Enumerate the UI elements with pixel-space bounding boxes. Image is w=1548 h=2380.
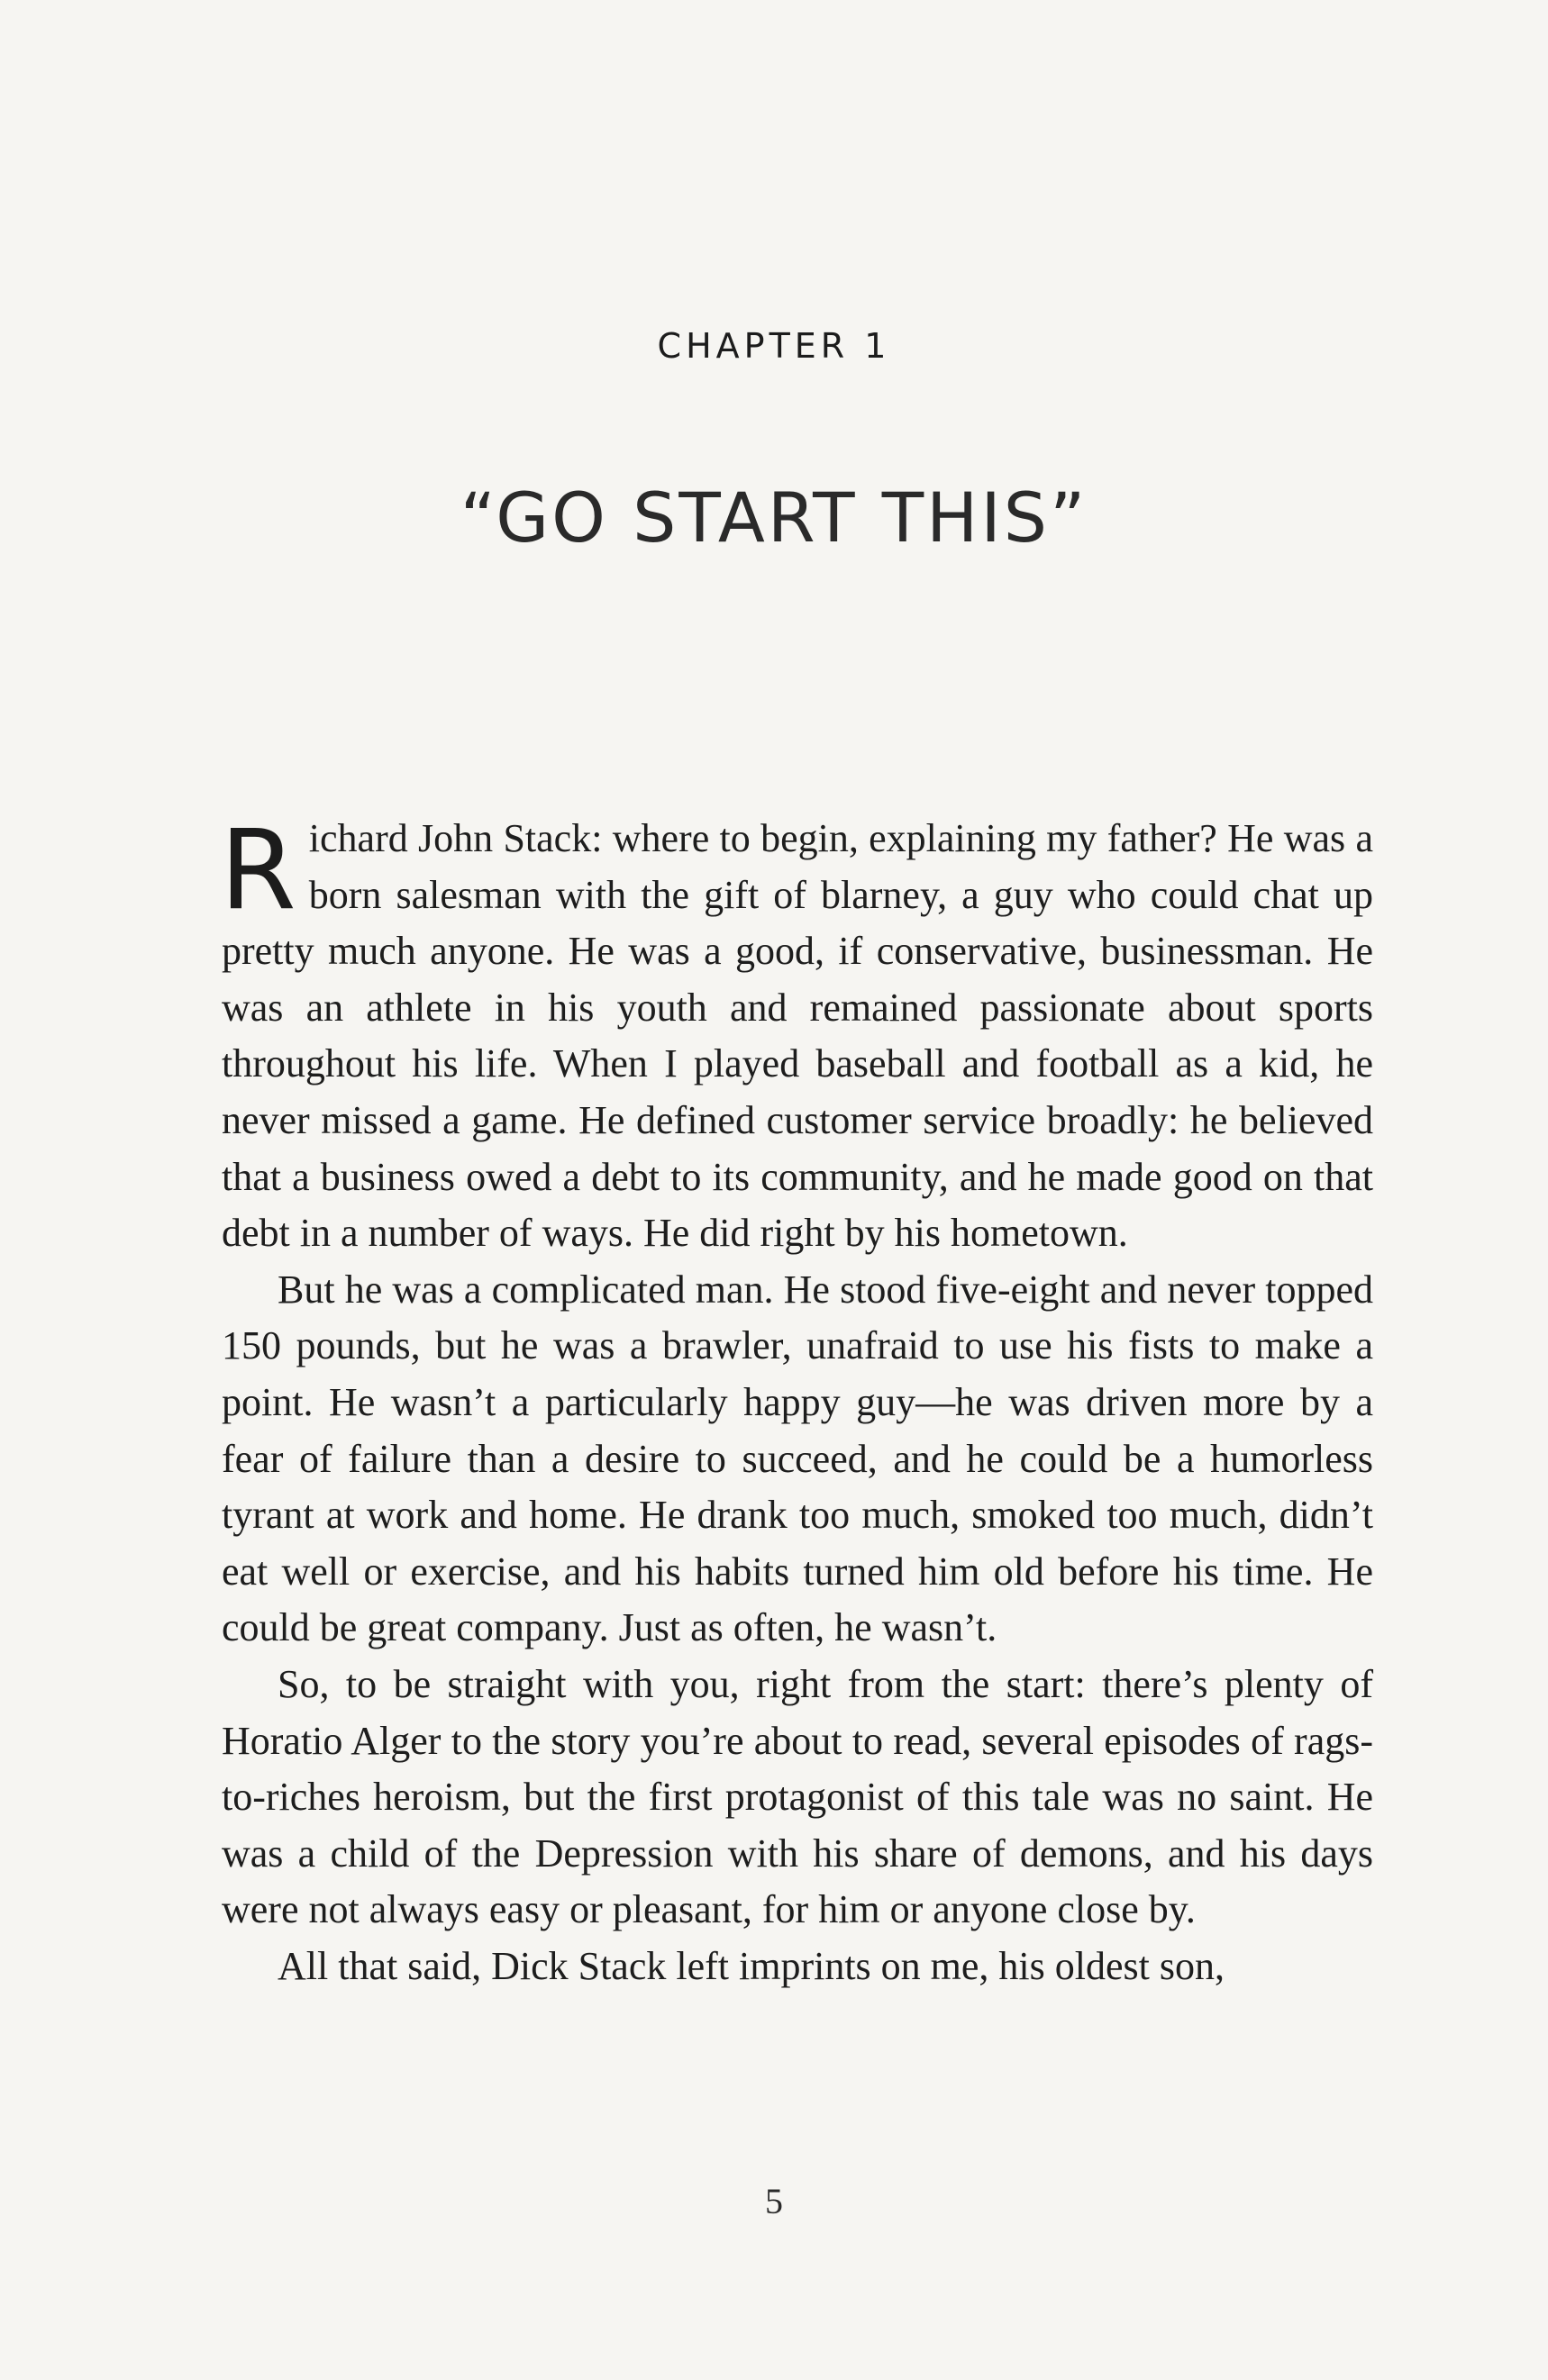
- chapter-title: “GO START THIS”: [460, 477, 1088, 558]
- paragraph-1: [220, 806, 1373, 1262]
- paragraph-1-text: ichard John Stack: where to begin, explaining my father? He was a born salesman with the gift of blarney, a guy who could chat up pretty much anyone. He was a good, if conservative, businessman. He was an athlete in his youth and remained passionate about sports throughout his life. When I played baseball and football as a kid, he never missed a game. He defined customer service broadly: he believed that a business owed a debt to its community, and he made good on that debt in a number of ways. He did right by his hometown.: [222, 816, 1373, 1256]
- chapter-label: CHAPTER 1: [657, 326, 891, 366]
- page-number: 5: [765, 2181, 783, 2221]
- drop-cap: R: [220, 806, 296, 934]
- paragraph-4: All that said, Dick Stack left imprints on me, his oldest son,: [278, 1943, 1225, 1988]
- chapter-body: [220, 806, 1373, 1994]
- paragraph-2: But he was a complicated man. He stood five-eight and never topped 150 pounds, but he was a brawler, unafraid to use his fists to make a point. He wasn’t a particularly happy guy—he was driven more by a fear of failure than a desire to succeed, and he could be a humorless tyrant at work and home. He drank too much, smoked too much, didn’t eat well or exercise, and his habits turned him old before his time. He could be great company. Just as often, he wasn’t.: [222, 1267, 1373, 1650]
- paragraph-3: So, to be straight with you, right from the start: there’s plenty of Horatio Alger to the story you’re about to read, several episodes of rags-to-riches heroism, but the first protagonist of this tale was no saint. He was a child of the Depression with his share of demons, and his days were not always easy or pleasant, for him or anyone close by.: [222, 1661, 1373, 1932]
